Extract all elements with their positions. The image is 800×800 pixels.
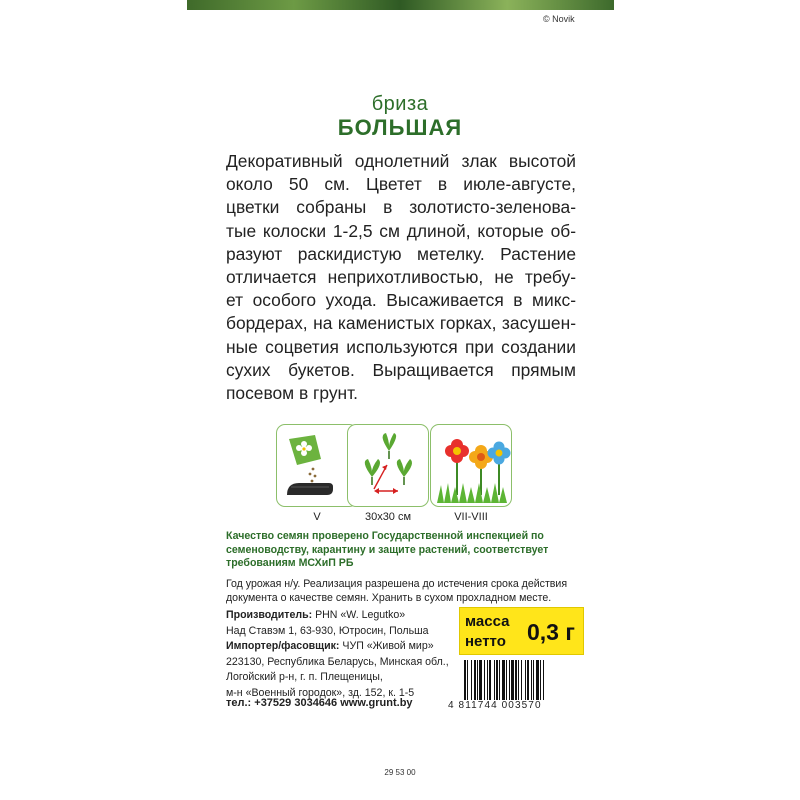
barcode-bar — [494, 660, 495, 700]
barcode-bar — [511, 660, 514, 700]
barcode-bar — [527, 660, 529, 700]
importer-address: м-н «Военный городок», зд. 152, к. 1-5 — [226, 686, 415, 699]
barcode-bar — [515, 660, 517, 700]
barcode-bar — [540, 660, 541, 700]
net-weight-badge — [459, 607, 584, 655]
net-weight-label: нетто — [465, 633, 506, 650]
barcode-bar — [521, 660, 522, 700]
description-line: ные соцветия используются при создании — [226, 336, 576, 357]
barcode-bar — [509, 660, 510, 700]
copyright-note: © Novik — [543, 14, 575, 24]
manufacturer-address: Над Ставэм 1, 63-930, Ютросин, Польша — [226, 624, 429, 637]
description-line: сухих букетов. Выращивается прямым — [226, 359, 576, 380]
description-line: цветки собраны в золотисто-зеленова- — [226, 197, 576, 218]
barcode-bar — [477, 660, 478, 700]
barcode-bar — [487, 660, 488, 700]
barcode-bar — [536, 660, 539, 700]
plant-name: бриза — [371, 93, 429, 115]
barcode-bar — [531, 660, 532, 700]
barcode-bar — [479, 660, 482, 700]
spacing-icon — [347, 424, 429, 507]
description-line: разуют раскидистую метелку. Растение — [226, 243, 576, 264]
description-line: Декоративный однолетний злак высотой — [226, 151, 576, 171]
importer-name: ЧУП «Живой мир» — [339, 640, 434, 653]
barcode-bar — [496, 660, 498, 700]
barcode-bar — [525, 660, 526, 700]
barcode-bar — [471, 660, 472, 700]
barcode-bar — [502, 660, 505, 700]
barcode-number: 4 811744 003570 — [448, 700, 542, 711]
quality-notice: Качество семян проверено Государственной инспекцией по семеноводству, карантину и защите растений, соответствует требованиям МСХиП РБ — [226, 530, 549, 569]
header-photo-strip — [187, 0, 614, 10]
flowering-caption: VII-VIII — [454, 511, 488, 523]
barcode-bar — [489, 660, 491, 700]
net-weight-label: масса — [465, 613, 510, 630]
importer-address: Логойский р-н, г. п. Плещеницы, — [226, 671, 383, 684]
barcode-bar — [533, 660, 534, 700]
barcode-bar — [506, 660, 507, 700]
barcode-bar — [518, 660, 519, 700]
sowing-caption: V — [313, 511, 321, 523]
barcode-bar — [464, 660, 466, 700]
description-line: бордерах, на каменистых горках, засушен- — [226, 313, 576, 334]
manufacturer-label: Производитель: — [226, 609, 313, 621]
barcode-bar — [467, 660, 468, 700]
contact-line: тел.: +37529 3034646 www.grunt.by — [226, 697, 413, 709]
barcode-bar — [484, 660, 485, 700]
description — [226, 150, 576, 405]
barcode-bar — [474, 660, 476, 700]
manufacturer-info — [226, 608, 461, 702]
manufacturer-name: PHN «W. Legutko» — [312, 609, 406, 621]
flowering-icon — [430, 424, 512, 507]
net-weight-value: 0,3 г — [527, 619, 575, 645]
description-line: около 50 см. Цветет в июле-августе, — [226, 174, 576, 195]
footer-code: 29 53 00 — [384, 768, 416, 777]
manufacturer-line — [226, 608, 461, 624]
barcode-bar — [499, 660, 500, 700]
plant-variety: БОЛЬШАЯ — [337, 115, 463, 140]
description-line: отличается неприхотливостью, не требу- — [226, 267, 576, 288]
description-line: ет особого ухода. Высаживается в микс- — [226, 290, 576, 311]
harvest-notice: Год урожая н/у. Реализация разрешена до истечения срока действия документа о качестве семян. Хранить в сухом прохладном месте. — [226, 578, 568, 604]
description-line: тые колоски 1-2,5 см длиной, которые об- — [226, 220, 576, 241]
description-line: посевом в грунт. — [226, 383, 359, 404]
sowing-icon — [276, 424, 358, 507]
importer-line — [226, 639, 461, 655]
spacing-caption: 30х30 см — [364, 511, 412, 523]
importer-address: 223130, Республика Беларусь, Минская обл., — [226, 655, 449, 668]
barcode-bar — [543, 660, 544, 700]
importer-label: Импортер/фасовщик: — [226, 640, 340, 653]
